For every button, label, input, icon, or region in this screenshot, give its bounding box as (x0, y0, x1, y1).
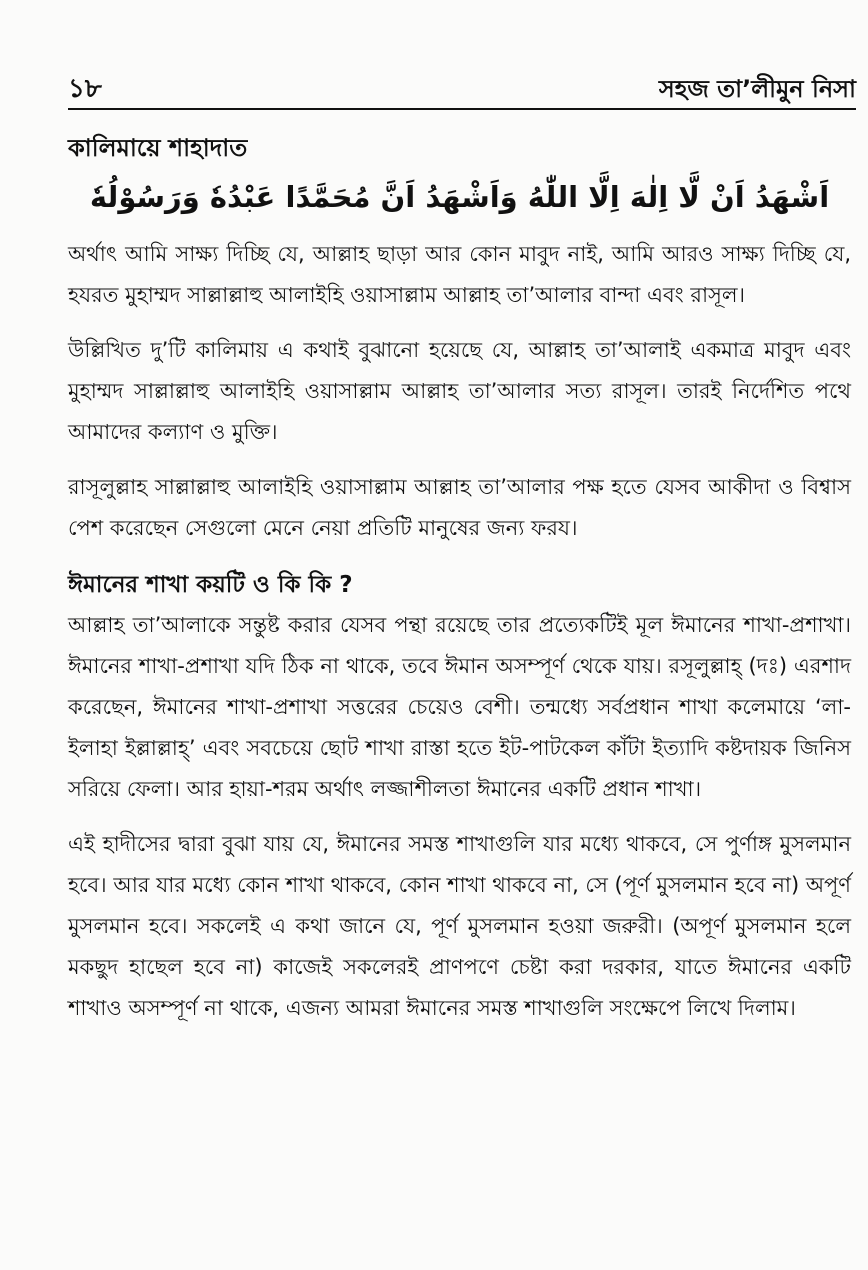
arabic-kalima-text: اَشْهَدُ اَنْ لَّا اِلٰهَ اِلَّا اللّٰهُ وَاَشْهَدُ اَنَّ مُحَمَّدًا عَبْدُهٗ وَرَسُوْلُهٗ (89, 180, 830, 214)
page-header (68, 72, 856, 110)
kalima-explanation-paragraph: উল্লিখিত দু’টি কালিমায় এ কথাই বুঝানো হয়েছে যে, আল্লাহ তা’আলাই একমাত্র মাবুদ এবং মুহাম্মদ সাল্লাল্লাহু আলাইহি ওয়াসাল্লাম আল্লাহ তা’আলার সত্য রাসূল। তারই নির্দেশিত পথে আমাদের কল্যাণ ও মুক্তি। (68, 338, 851, 444)
kalima-translation-paragraph: অর্থাৎ আমি সাক্ষ্য দিচ্ছি যে, আল্লাহ ছাড়া আর কোন মাবুদ নাই, আমি আরও সাক্ষ্য দিচ্ছি যে, হযরত মুহাম্মদ সাল্লাল্লাহু আলাইহি ওয়াসাল্লাম আল্লাহ তা’আলার বান্দা এবং রাসূল। (68, 242, 851, 307)
page-number: ১৮ (68, 74, 102, 104)
running-head-title: সহজ তা’লীমুন নিসা (658, 75, 856, 103)
faraz-paragraph: রাসূলুল্লাহ সাল্লাল্লাহু আলাইহি ওয়াসাল্লাম আল্লাহ তা’আলার পক্ষ হতে যেসব আকীদা ও বিশ্বাস পেশ করেছেন সেগুলো মেনে নেয়া প্রতিটি মানুষের জন্য ফরয। (68, 475, 851, 540)
page-body (68, 128, 851, 1029)
hadith-explanation-paragraph: এই হাদীসের দ্বারা বুঝা যায় যে, ঈমানের সমস্ত শাখাগুলি যার মধ্যে থাকবে, সে পুর্ণাঙ্গ মুসলমান হবে। আর যার মধ্যে কোন শাখা থাকবে, কোন শাখা থাকবে না, সে (পূর্ণ মুসলমান হবে না) অপূর্ণ মুসলমান হবে। সকলেই এ কথা জানে যে, পূর্ণ মুসলমান হওয়া জরুরী। (অপূর্ণ মুসলমান হলে মকছুদ হাছেল হবে না) কাজেই সকলেরই প্রাণপণে চেষ্টা করা দরকার, যাতে ঈমানের একটি শাখাও অসম্পূর্ণ না থাকে, এজন্য আমরা ঈমানের সমস্ত শাখাগুলি সংক্ষেপে লিখে দিলাম। (68, 832, 851, 1020)
section-heading-iman-branches: ঈমানের শাখা কয়টি ও কি কি ? (68, 572, 353, 598)
iman-branches-paragraph: আল্লাহ তা’আলাকে সন্তুষ্ট করার যেসব পন্থা রয়েছে তার প্রত্যেকটিই মূল ঈমানের শাখা-প্রশাখা। ঈমানের শাখা-প্রশাখা যদি ঠিক না থাকে, তবে ঈমান অসম্পূর্ণ থেকে যায়। রসূলুল্লাহ্ (দঃ) এরশাদ করেছেন, ঈমানের শাখা-প্রশাখা সত্তরের চেয়েও বেশী। তন্মধ্যে সর্বপ্রধান শাখা কলেমায়ে ‘লা-ইলাহা ইল্লাল্লাহ্’ এবং সবচেয়ে ছোট শাখা রাস্তা হতে ইট-পাটকেল কাঁটা ইত্যাদি কষ্টদায়ক জিনিস সরিয়ে ফেলা। আর হায়া-শরম অর্থাৎ লজ্জাশীলতা ঈমানের একটি প্রধান শাখা। (68, 613, 851, 801)
section-heading-kalima: কালিমায়ে শাহাদাত (68, 134, 248, 162)
header-rule (68, 108, 856, 110)
